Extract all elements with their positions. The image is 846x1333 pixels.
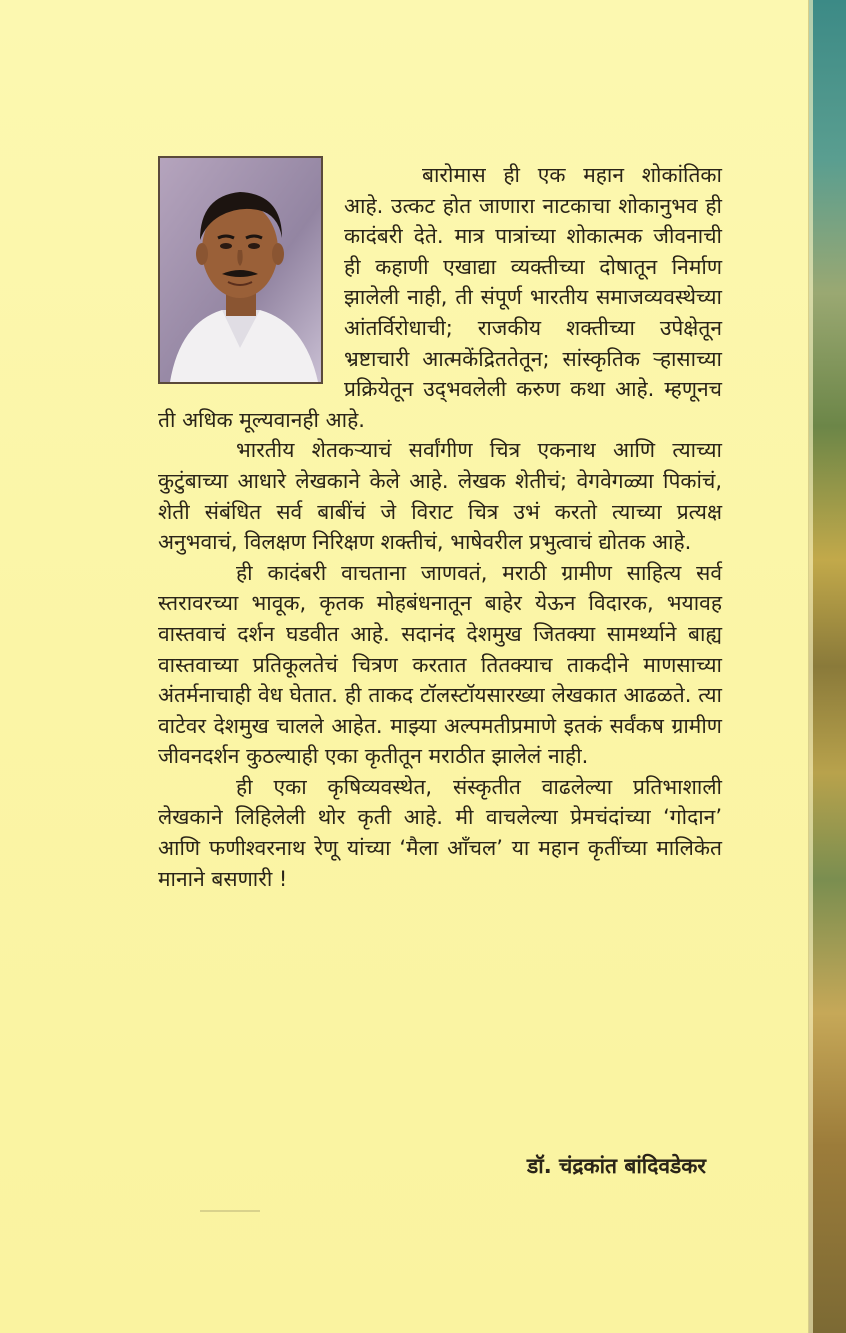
paragraph-3: ही कादंबरी वाचताना जाणवतं, मराठी ग्रामीण साहित्य सर्व स्तरावरच्या भावूक, कृतक मोहबंधनातून बाहेर येऊन विदारक, भयावह वास्तवाचं दर्शन घडवीत आहे. सदानंद देशमुख जितक्या सामर्थ्याने बाह्य वास्तवाच्या प्रतिकूलतेचं चित्रण करतात तितक्याच ताकदीने माणसाच्या अंतर्मनाचाही वेध घेतात. ही ताकद टॉलस्टॉयसारख्या लेखकात आढळते. त्या वाटेवर देशमुख चालले आहेत. माझ्या अल्पमतीप्रमाणे इतकं सर्वंकष ग्रामीण जीवनदर्शन कुठल्याही एका कृतीतून मराठीत झालेलं नाही. [158,560,722,769]
blurb-text [158,160,722,894]
paragraph-2: भारतीय शेतकऱ्याचं सर्वांगीण चित्र एकनाथ आणि त्याच्या कुटुंबाच्या आधारे लेखकाने केले आहे. लेखक शेतीचं; वेगवेगळ्या पिकांचं, शेती संबंधित सर्व बाबींचं जे विराट चित्र उभं करतो त्याच्या प्रत्यक्ष अनुभवाचं, विलक्षण निरिक्षण शक्तीचं, भाषेवरील प्रभुत्वाचं द्योतक आहे. [158,438,722,555]
paragraph-4: ही एका कृषिव्यवस्थेत, संस्कृतीत वाढलेल्या प्रतिभाशाली लेखकाने लिहिलेली थोर कृती आहे. मी वाचलेल्या प्रेमचंदांच्या ‘गोदान’ आणि फणीश्वरनाथ रेणू यांच्या ‘मैला आँचल’ या महान कृतींच्या मालिकेत मानाने बसणारी ! [158,774,722,891]
spine-highlight [809,0,813,1333]
front-cover-edge-art [808,0,846,1333]
print-smudge [200,1210,260,1212]
photo-wrap-space [158,160,344,396]
author-signature: डॉ. चंद्रकांत बांदिवडेकर [527,1154,706,1178]
paragraph-1: बारोमास ही एक महान शोकांतिका आहे. उत्कट होत जाणारा नाटकाचा शोकानुभव ही कादंबरी देते. मात्र पात्रांच्या शोकात्मक जीवनाची ही कहाणी एखाद्या व्यक्तीच्या दोषातून निर्माण झालेली नाही, ती संपूर्ण भारतीय समाजव्यवस्थेच्या आंतर्विरोधाची; राजकीय शक्तीच्या उपेक्षेतून भ्रष्टाचारी आत्मकेंद्रिततेतून; सांस्कृतिक ऱ्हासाच्या प्रक्रियेतून उद्‌भवलेली करुण कथा आहे. म्हणूनच ती अधिक मूल्यवानही आहे. [158,163,722,432]
